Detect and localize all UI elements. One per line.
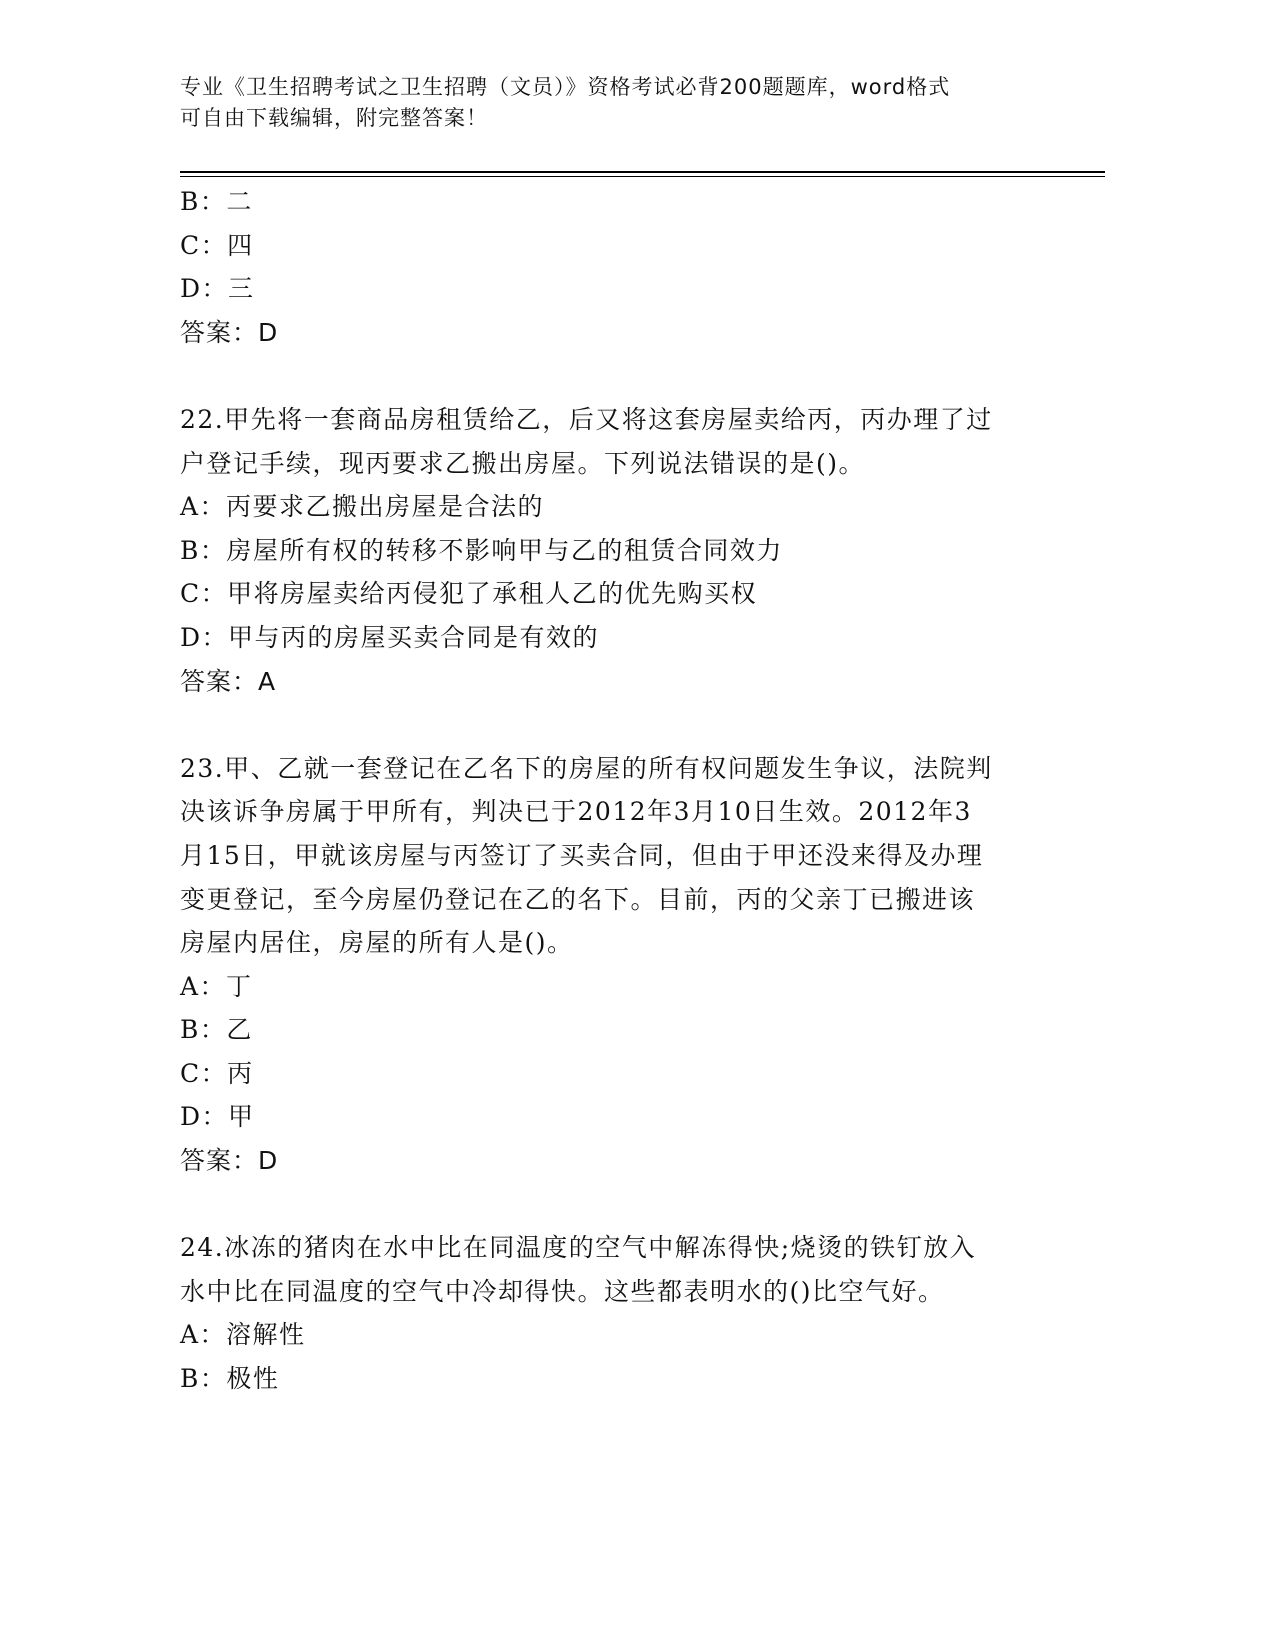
- header-divider: [180, 171, 1105, 173]
- header-line: 可自由下载编辑，附完整答案！: [180, 106, 488, 130]
- question-block: [180, 1226, 1105, 1400]
- question-list: [180, 180, 1105, 1401]
- answer-text: 答案：D: [180, 317, 279, 347]
- header-divider: [180, 176, 1105, 177]
- question-text: 户登记手续，现丙要求乙搬出房屋。下列说法错误的是()。: [180, 448, 866, 478]
- question-text: 23.甲、乙就一套登记在乙名下的房屋的所有权问题发生争议，法院判: [180, 753, 993, 783]
- document-header: [180, 72, 1105, 134]
- question-block: [180, 180, 1105, 354]
- question-text: 房屋内居住，房屋的所有人是()。: [180, 928, 574, 958]
- answer-text: 答案：D: [180, 1146, 279, 1176]
- option-text: A：丙要求乙搬出房屋是合法的: [180, 492, 545, 522]
- answer-text: 答案：A: [180, 666, 277, 696]
- option-text: A：溶解性: [180, 1320, 306, 1350]
- option-text: B：二: [180, 187, 253, 216]
- option-text: A：丁: [180, 971, 253, 1001]
- question-block: [180, 747, 1105, 1183]
- question-block: [180, 398, 1105, 703]
- question-text: 24.冰冻的猪肉在水中比在同温度的空气中解冻得快;烧烫的铁钉放入: [180, 1233, 977, 1263]
- option-text: C：丙: [180, 1058, 254, 1088]
- spacer: [180, 354, 1105, 398]
- question-text: 水中比在同温度的空气中冷却得快。这些都表明水的()比空气好。: [180, 1276, 945, 1306]
- option-text: B：乙: [180, 1015, 253, 1045]
- option-text: B：房屋所有权的转移不影响甲与乙的租赁合同效力: [180, 535, 783, 565]
- question-text: 变更登记，至今房屋仍登记在乙的名下。目前，丙的父亲丁已搬进该: [180, 884, 976, 914]
- question-text: 决该诉争房属于甲所有，判决已于2012年3月10日生效。2012年3: [180, 797, 972, 827]
- option-text: D：三: [180, 274, 255, 304]
- spacer: [180, 1183, 1105, 1227]
- option-text: B：极性: [180, 1364, 280, 1394]
- option-text: C：甲将房屋卖给丙侵犯了承租人乙的优先购买权: [180, 579, 758, 609]
- question-text: 月15日，甲就该房屋与丙签订了买卖合同，但由于甲还没来得及办理: [180, 840, 984, 870]
- header-line: 专业《卫生招聘考试之卫生招聘（文员）》资格考试必背200题题库，word格式: [180, 75, 951, 99]
- option-text: D：甲与丙的房屋买卖合同是有效的: [180, 622, 600, 652]
- option-text: D：甲: [180, 1102, 255, 1132]
- spacer: [180, 703, 1105, 747]
- question-text: 22.甲先将一套商品房租赁给乙，后又将这套房屋卖给丙，丙办理了过: [180, 404, 993, 434]
- option-text: C：四: [180, 230, 254, 260]
